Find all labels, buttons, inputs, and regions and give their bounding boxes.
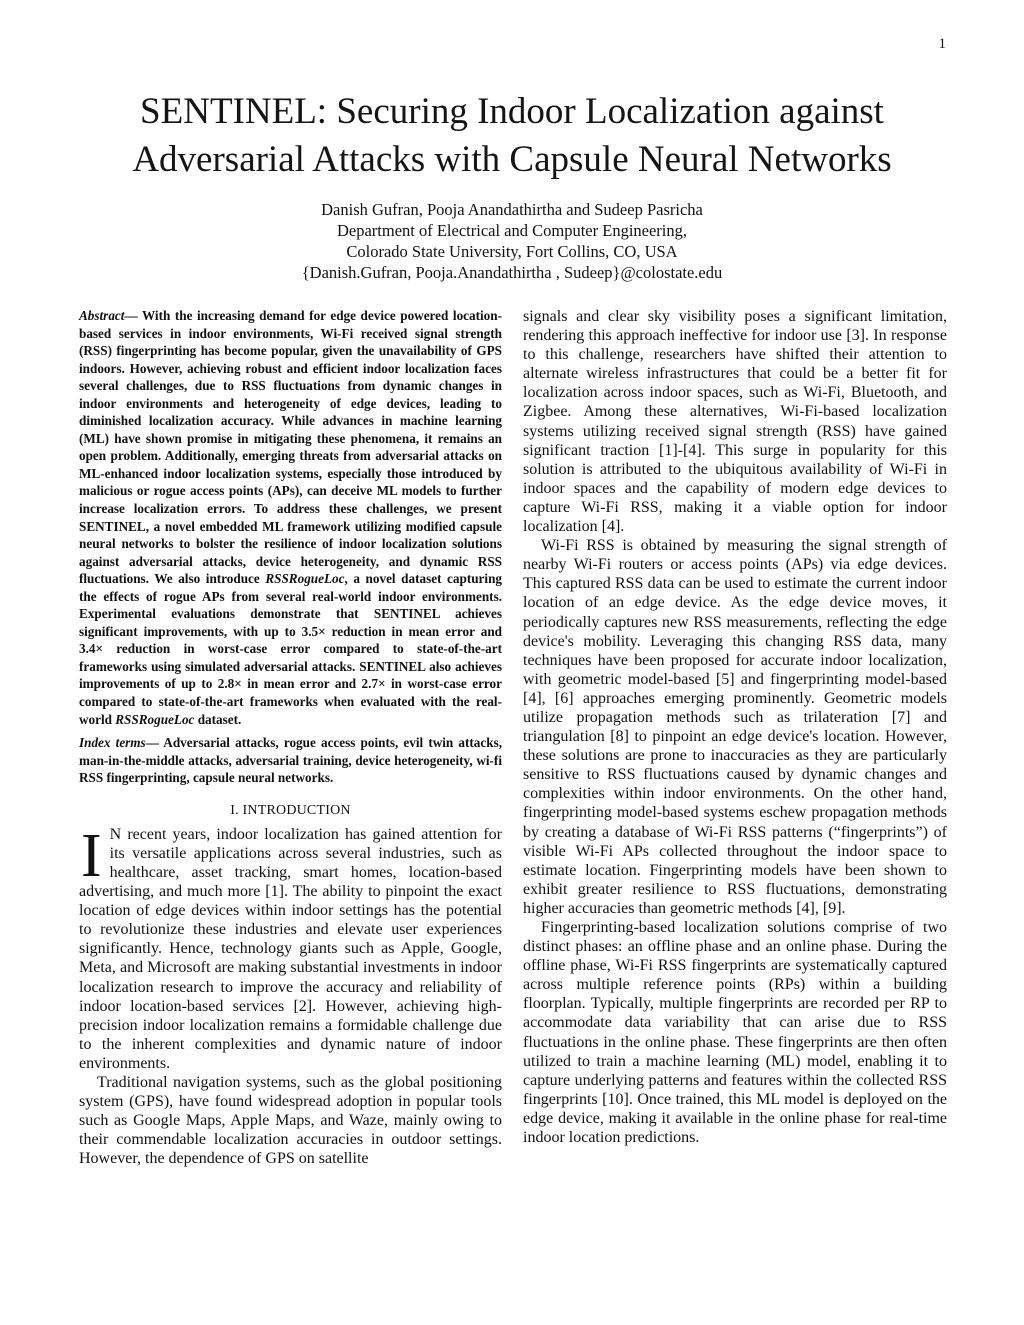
abstract-text-3: dataset.: [194, 711, 242, 727]
section-heading: I. INTRODUCTION: [230, 802, 351, 818]
index-terms: [79, 734, 502, 787]
intro-paragraph-1: [79, 821, 502, 1073]
abstract-text-2: , a novel dataset capturing the effects of rogue APs from several real-world indoor environments. Experimental evaluations demonstrate that SENTINEL achieves significant improvements, with up to 3.5× reduction in mean error and 3.4× reduction in worst-case error compared to state-of-the-art frameworks using simulated adversarial attacks. SENTINEL also achieves improvements of up to 2.8× in mean error and 2.7× in worst-case error compared to state-of-the-art frameworks when evaluated with the real-world: [79, 571, 502, 727]
left-column: [79, 307, 502, 1168]
right-column: [523, 307, 947, 1147]
paper-title: SENTINEL: Securing Indoor Localization against Adversarial Attacks with Capsule Neural Networks: [132, 91, 892, 180]
abstract: [79, 307, 502, 728]
page-number: 1: [938, 36, 946, 52]
intro-paragraph-2: Traditional navigation systems, such as the global positioning system (GPS), have found widespread adoption in popular tools such as Google Maps, Apple Maps, and Waze, mainly owing to their commendable localization accuracies in outdoor settings. However, the dependence of GPS on satellite: [79, 1073, 502, 1168]
author-block: [160, 199, 864, 283]
author-emails: {Danish.Gufran, Pooja.Anandathirtha , Sudeep}@colostate.edu: [301, 263, 723, 282]
dataset-name-2: RSSRogueLoc: [115, 711, 195, 727]
intro-paragraph-3: signals and clear sky visibility poses a significant limitation, rendering this approach ineffective for indoor use [3]. In response to this challenge, researchers have shifted their attention to alternate wireless infrastructures that could be a better fit for localization across indoor spaces, such as Wi-Fi, Bluetooth, and Zigbee. Among these alternatives, Wi-Fi-based localization systems utilizing received signal strength (RSS) have gained significant traction [1]-[4]. This surge in popularity for this solution is attributed to the ubiquitous availability of Wi-Fi in indoor spaces and the capability of modern edge devices to capture Wi-Fi RSS, making it a viable option for indoor localization [4].: [523, 308, 947, 536]
index-terms-text: — Adversarial attacks, rogue access points, evil twin attacks, man-in-the-middle attacks, adversarial training, device heterogeneity, wi-fi RSS fingerprinting, capsule neural networks.: [79, 735, 503, 786]
author-department: Department of Electrical and Computer Engineering,: [336, 221, 688, 240]
abstract-text-1: With the increasing demand for edge device powered location-based services in indoor environments, Wi-Fi received signal strength (RSS) fingerprinting has become popular, given the unavailability of GPS indoors. However, achieving robust and efficient indoor localization faces several challenges, due to RSS fluctuations from dynamic changes in indoor environments and heterogeneity of edge devices, leading to diminished localization accuracy. While advances in machine learning (ML) have shown promise in mitigating these phenomena, it remains an open problem. Additionally, emerging threats from adversarial attacks on ML-enhanced indoor localization systems, especially those introduced by malicious or rogue access points (APs), can deceive ML models to further increase localization errors. To address these challenges, we present SENTINEL, a novel embedded ML framework utilizing modified capsule neural networks to bolster the resilience of indoor localization solutions against adversarial attacks, device heterogeneity, and dynamic RSS fluctuations. We also introduce: [79, 308, 502, 587]
author-university: Colorado State University, Fort Collins, CO, USA: [346, 242, 678, 261]
index-terms-label: Index terms: [79, 735, 146, 751]
abstract-label: Abstract: [79, 308, 125, 323]
intro-paragraph-1-text: N recent years, indoor localization has gained attention for its versatile applications across several industries, such as healthcare, asset tracking, smart homes, location-based advertising, and much more [1]. The ability to pinpoint the exact location of edge devices within indoor settings has the potential to revolutionize these industries and elevate user experiences significantly. Hence, technology giants such as Apple, Google, Meta, and Microsoft are making substantial investments in indoor localization research to improve the accuracy and reliability of indoor location-based services [2]. However, achieving high-precision indoor localization remains a formidable challenge due to the inherent complexities and dynamic nature of indoor environments.: [79, 825, 502, 1072]
intro-paragraph-5: Fingerprinting-based localization solutions comprise of two distinct phases: an offline phase and an online phase. During the offline phase, Wi-Fi RSS fingerprints are systematically captured across multiple reference points (RPs) within a building floorplan. Typically, multiple fingerprints are recorded per RP to accommodate data variability that can arise due to RSS fluctuations in the online phase. These fingerprints are then often utilized to train a machine learning (ML) model, enabling it to capture underlying patterns and features within the collected RSS fingerprints [10]. Once trained, this ML model is deployed on the edge device, making it available in the online phase for real-time indoor location predictions.: [523, 919, 947, 1147]
drop-cap: I: [81, 821, 102, 890]
intro-paragraph-4: Wi-Fi RSS is obtained by measuring the signal strength of nearby Wi-Fi routers or access points (APs) via edge devices. This captured RSS data can be used to estimate the current indoor location of an edge device. As the edge device moves, it periodically captures new RSS measurements, reflecting the edge device's mobility. Leveraging this changing RSS data, many techniques have been proposed for accurate indoor localization, with geometric model-based [5] and fingerprinting model-based [4], [6] approaches emerging prominently. Geometric models utilize propagation methods such as trilateration [7] and triangulation [8] to pinpoint an edge device's location. However, these solutions are prone to inaccuracies as they are particularly sensitive to RSS fluctuations caused by dynamic changes and complexities within indoor environments. On the other hand, fingerprinting model-based systems eschew propagation methods by creating a database of Wi-Fi RSS patterns (“fingerprints”) of visible Wi-Fi APs collected throughout the indoor space to estimate location. Fingerprinting models have been shown to exhibit greater resilience to RSS fluctuations, demonstrating higher accuracies than geometric methods [4], [9].: [523, 537, 947, 917]
dataset-name: RSSRogueLoc: [265, 571, 345, 587]
author-names: Danish Gufran, Pooja Anandathirtha and Sudeep Pasricha: [321, 200, 703, 219]
abstract-dash: —: [124, 308, 142, 323]
